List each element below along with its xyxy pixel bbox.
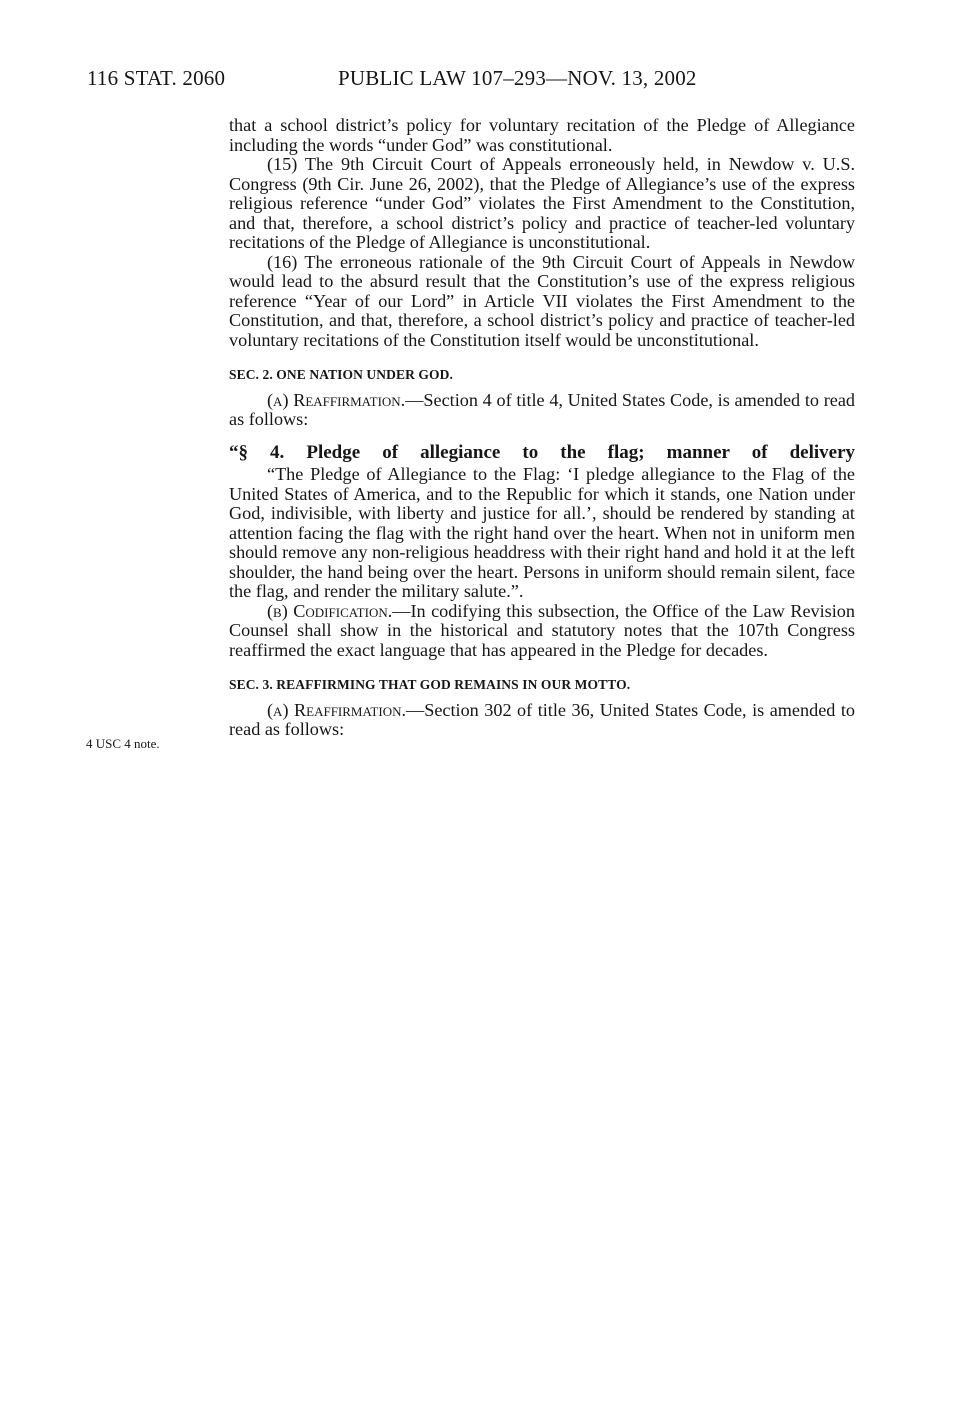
- section-2b-label: (b) Codification.: [267, 600, 393, 621]
- section-2a: [229, 391, 855, 430]
- section-2b-text: —In codifying this subsection, the Office of the Law Revision Counsel shall show in the historical and statutory notes that the 107th Congress reaffirmed the exact language that has appeared in the Pledge for decades.: [229, 600, 855, 660]
- section-2a-text: —Section 4 of title 4, United States Code, is amended to read as follows:: [229, 389, 855, 429]
- finding-15: (15) The 9th Circuit Court of Appeals erroneously held, in Newdow v. U.S. Congress (9th Cir. June 26, 2002), that the Pledge of Allegiance’s use of the express religious reference “under God” violates the First Amendment to the Constitution, and that, therefore, a school district’s policy and practice of teacher-led voluntary recitations of the Pledge of Allegiance is unconstitutional.: [229, 154, 855, 252]
- running-header: PUBLIC LAW 107–293—NOV. 13, 2002: [338, 66, 697, 90]
- paragraph-continuation: that a school district’s policy for voluntary recitation of the Pledge of Allegiance including the words “under God” was constitutional.: [229, 115, 855, 155]
- pledge-text: “The Pledge of Allegiance to the Flag: ‘I pledge allegiance to the Flag of the United States of America, and to the Republic for which it stands, one Nation under God, indivisible, with liberty and justice for all.’, should be rendered by standing at attention facing the flag with the right hand over the heart. When not in uniform men should remove any non-religious headdress with their right hand and hold it at the left shoulder, the hand being over the heart. Persons in uniform should remain silent, face the flag, and render the military salute.”.: [229, 464, 855, 601]
- margin-note: 4 USC 4 note.: [86, 736, 160, 751]
- section-3a: [229, 701, 855, 740]
- section-2b: [229, 602, 855, 661]
- section-3a-label: (a) Reaffirmation.: [267, 699, 407, 720]
- page-reference: 116 STAT. 2060: [87, 66, 226, 90]
- section-3a-text: —Section 302 of title 36, United States Code, is amended to read as follows:: [229, 699, 856, 739]
- section-2-heading: SEC. 2. ONE NATION UNDER GOD.: [229, 367, 453, 382]
- section-3-heading: SEC. 3. REAFFIRMING THAT GOD REMAINS IN OUR MOTTO.: [229, 677, 631, 692]
- document-body: [229, 116, 855, 740]
- section-2a-label: (a) Reaffirmation.: [267, 389, 406, 410]
- code-section-heading: “§ 4. Pledge of allegiance to the flag; manner of delivery: [229, 441, 855, 463]
- finding-16: (16) The erroneous rationale of the 9th Circuit Court of Appeals in Newdow would lead to the absurd result that the Constitution’s use of the express religious reference “Year of our Lord” in Article VII violates the First Amendment to the Constitution, and that, therefore, a school district’s policy and practice of teacher-led voluntary recitations of the Constitution itself would be unconstitutional.: [229, 251, 855, 350]
